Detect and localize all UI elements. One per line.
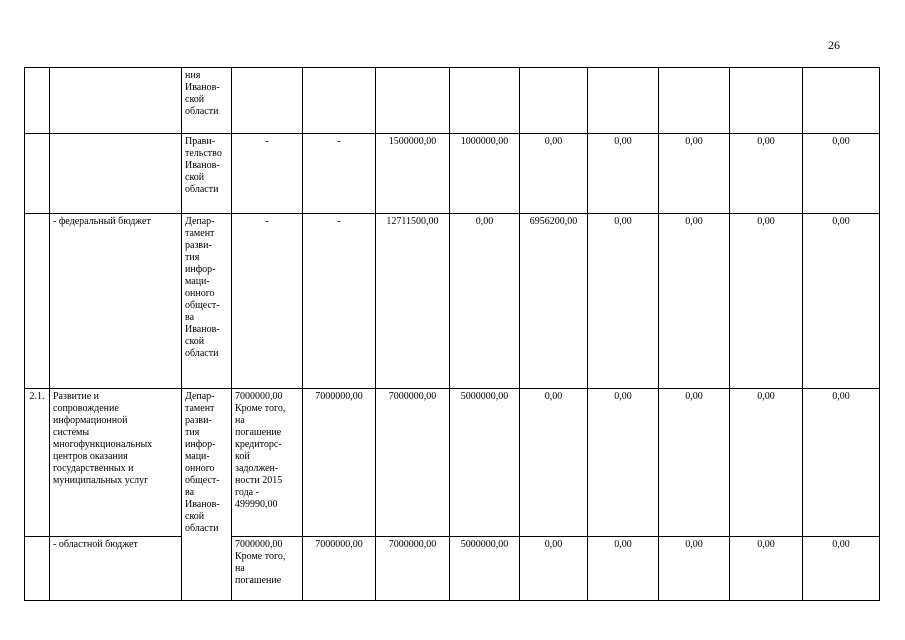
value-cell: 0,00 [803, 537, 880, 601]
value-cell [588, 68, 659, 134]
activity-name-cell [50, 134, 182, 214]
activity-name-cell [50, 68, 182, 134]
value-cell: 7000000,00 Кроме того, на погашение кредиторс- кой задолжен- ности 2015 года - 499990,00 [232, 389, 303, 537]
value-cell: 1500000,00 [376, 134, 450, 214]
value-cell: 0,00 [730, 214, 803, 389]
activity-name-cell: - областной бюджет [50, 537, 182, 601]
executor-cell: Депар- тамент разви- тия инфор- маци- онного общест- ва Иванов- ской области [182, 389, 232, 601]
value-cell: 6956200,00 [520, 214, 588, 389]
value-cell: 0,00 [450, 214, 520, 389]
value-cell: 0,00 [803, 214, 880, 389]
value-cell: 7000000,00 [303, 537, 376, 601]
value-cell [376, 68, 450, 134]
value-cell: 0,00 [803, 134, 880, 214]
value-cell: - [303, 214, 376, 389]
value-cell: 0,00 [588, 537, 659, 601]
row-number-cell [25, 68, 50, 134]
value-cell: 7000000,00 [376, 389, 450, 537]
value-cell: 7000000,00 Кроме того, на погашение [232, 537, 303, 601]
row-number-cell [25, 214, 50, 389]
value-cell: 0,00 [659, 537, 730, 601]
value-cell: 5000000,00 [450, 537, 520, 601]
activity-name-cell: - федеральный бюджет [50, 214, 182, 389]
value-cell: - [303, 134, 376, 214]
value-cell: 0,00 [588, 134, 659, 214]
row-number-cell [25, 537, 50, 601]
value-cell [303, 68, 376, 134]
value-cell: 0,00 [730, 389, 803, 537]
table-row [25, 214, 880, 389]
value-cell: 0,00 [588, 389, 659, 537]
value-cell: 0,00 [730, 134, 803, 214]
value-cell: 0,00 [659, 214, 730, 389]
row-number-cell [25, 134, 50, 214]
value-cell [803, 68, 880, 134]
value-cell: 12711500,00 [376, 214, 450, 389]
value-cell: 7000000,00 [303, 389, 376, 537]
value-cell: 0,00 [520, 389, 588, 537]
budget-table [24, 67, 880, 601]
value-cell [730, 68, 803, 134]
activity-name-cell: Развитие и сопровождение информационной системы многофункциональных центров оказания государственных и муниципальных услуг [50, 389, 182, 537]
value-cell: 0,00 [520, 537, 588, 601]
table-row [25, 68, 880, 134]
table-row [25, 537, 880, 601]
page-number: 26 [828, 38, 840, 52]
value-cell: 0,00 [520, 134, 588, 214]
value-cell [450, 68, 520, 134]
value-cell: 7000000,00 [376, 537, 450, 601]
executor-cell: Депар- тамент разви- тия инфор- маци- онного общест- ва Иванов- ской области [182, 214, 232, 389]
table-row [25, 134, 880, 214]
value-cell: 0,00 [659, 134, 730, 214]
value-cell [520, 68, 588, 134]
value-cell: 0,00 [588, 214, 659, 389]
value-cell: 0,00 [730, 537, 803, 601]
table-row [25, 389, 880, 537]
executor-cell: Прави- тельство Иванов- ской области [182, 134, 232, 214]
value-cell: - [232, 134, 303, 214]
value-cell: - [232, 214, 303, 389]
value-cell: 0,00 [803, 389, 880, 537]
value-cell [232, 68, 303, 134]
row-number-cell: 2.1. [25, 389, 50, 537]
value-cell: 1000000,00 [450, 134, 520, 214]
executor-cell: ния Иванов- ской области [182, 68, 232, 134]
value-cell: 0,00 [659, 389, 730, 537]
value-cell: 5000000,00 [450, 389, 520, 537]
value-cell [659, 68, 730, 134]
